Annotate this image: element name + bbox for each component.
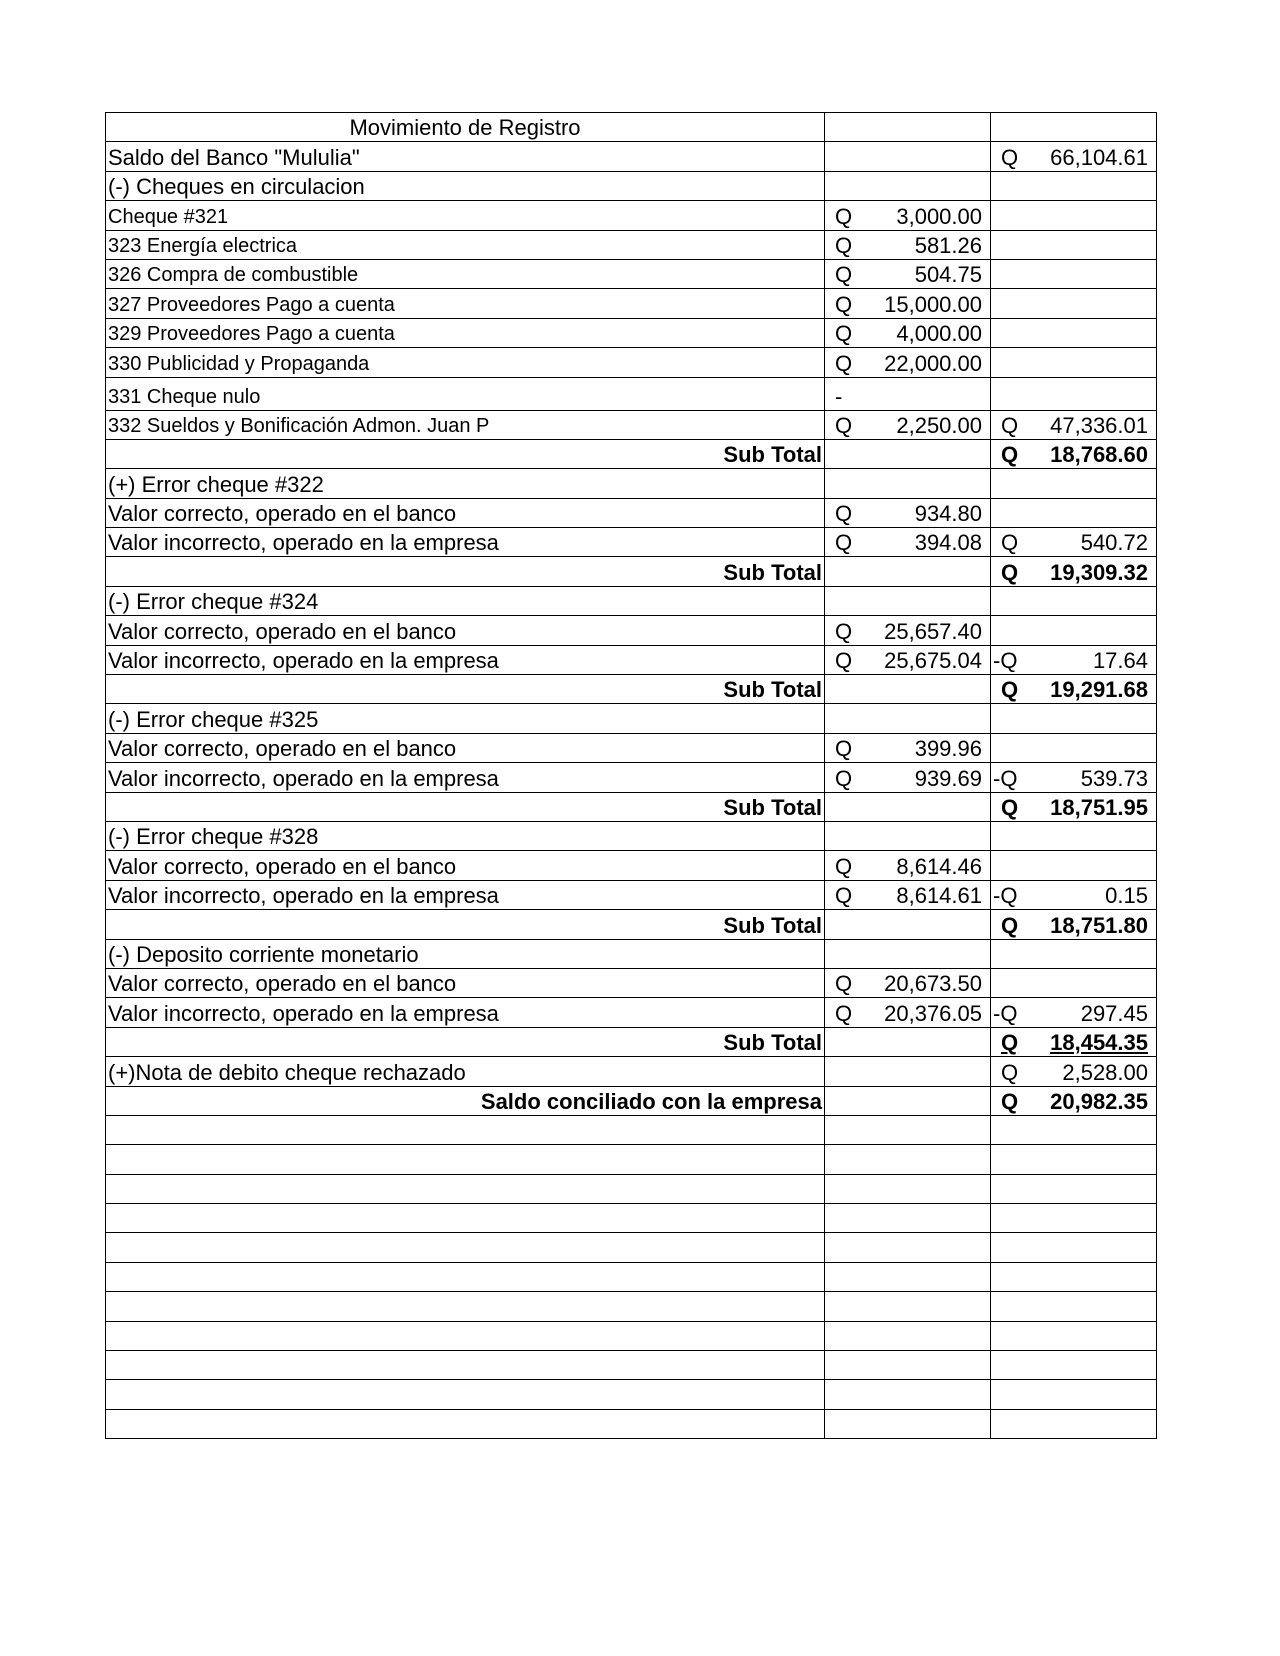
currency-symbol: Q (1001, 530, 1019, 556)
empty-cell (825, 1292, 991, 1321)
subtotal-row (106, 1027, 1157, 1056)
sheet-title: Movimiento de Registro (106, 113, 825, 142)
empty-cell (991, 259, 1157, 288)
amount-value (993, 145, 1154, 171)
amount-cell (825, 498, 991, 527)
table-row (106, 998, 1157, 1027)
empty-cell (106, 1174, 825, 1203)
amount-value (993, 648, 1154, 674)
table-row (106, 348, 1157, 377)
amount-cell (991, 1027, 1157, 1056)
amount-cell (991, 792, 1157, 821)
empty-cell (991, 171, 1157, 200)
empty-cell (825, 1174, 991, 1203)
row-label: Valor correcto, operado en el banco (106, 851, 825, 880)
row-label: (-) Error cheque #325 (106, 704, 825, 733)
amount-number: 0.15 (1105, 883, 1148, 909)
subtotal-label: Sub Total (106, 792, 825, 821)
empty-row (106, 1145, 1157, 1174)
empty-cell (991, 469, 1157, 498)
amount-number: 540.72 (1080, 530, 1148, 556)
amount-cell (825, 201, 991, 230)
currency-symbol: Q (835, 618, 853, 644)
row-label: (-) Error cheque #328 (106, 821, 825, 850)
empty-cell (825, 1380, 991, 1409)
empty-cell (991, 1321, 1157, 1350)
amount-value (993, 677, 1154, 703)
empty-cell (991, 1292, 1157, 1321)
amount-number: 8,614.46 (896, 853, 982, 879)
amount-number: 4,000.00 (896, 321, 982, 347)
currency-symbol: Q (835, 971, 853, 997)
empty-cell (106, 1292, 825, 1321)
row-label: Valor incorrecto, operado en la empresa (106, 880, 825, 909)
amount-value (827, 292, 988, 318)
table-row (106, 377, 1157, 410)
amount-cell (991, 410, 1157, 439)
row-label: 323 Energía electrica (106, 230, 825, 259)
currency-symbol: Q (835, 883, 853, 909)
table-row (106, 821, 1157, 850)
amount-number: 399.96 (914, 736, 982, 762)
row-label: 329 Proveedores Pago a cuenta (106, 318, 825, 347)
currency-symbol: Q (835, 412, 853, 438)
empty-cell (991, 318, 1157, 347)
empty-cell (825, 821, 991, 850)
row-label: Saldo del Banco "Mululia" (106, 142, 825, 171)
currency-symbol: Q (835, 648, 853, 674)
amount-cell (991, 998, 1157, 1027)
amount-value (827, 883, 988, 909)
empty-cell (106, 1321, 825, 1350)
reconciliation-table (105, 112, 1157, 1439)
currency-symbol: Q (835, 1000, 853, 1026)
table-row (106, 289, 1157, 318)
table-row (106, 469, 1157, 498)
currency-symbol: Q (1001, 144, 1019, 170)
empty-cell (991, 498, 1157, 527)
currency-symbol: Q (835, 232, 853, 258)
amount-number: 581.26 (914, 232, 982, 258)
currency-symbol: Q (835, 203, 853, 229)
currency-symbol: -Q (993, 648, 1018, 674)
currency-symbol: Q (835, 262, 853, 288)
amount-number: 2,528.00 (1062, 1059, 1148, 1085)
subtotal-row (106, 439, 1157, 468)
amount-number: 22,000.00 (884, 350, 982, 376)
amount-value (993, 1060, 1154, 1086)
amount-number: 15,000.00 (884, 291, 982, 317)
empty-cell (106, 1409, 825, 1438)
empty-cell (991, 968, 1157, 997)
table-row (106, 704, 1157, 733)
empty-cell (825, 1204, 991, 1233)
empty-row (106, 1204, 1157, 1233)
empty-cell (825, 1351, 991, 1380)
amount-number: 939.69 (914, 765, 982, 791)
amount-value (827, 384, 988, 410)
subtotal-label: Sub Total (106, 557, 825, 586)
table-row (106, 968, 1157, 997)
reconciliation-table-body (106, 113, 1157, 1439)
empty-cell (991, 1174, 1157, 1203)
table-row (106, 645, 1157, 674)
subtotal-label: Sub Total (106, 675, 825, 704)
amount-cell (991, 880, 1157, 909)
table-row (106, 733, 1157, 762)
currency-symbol: Q (835, 350, 853, 376)
subtotal-row (106, 1086, 1157, 1115)
amount-number: 3,000.00 (896, 203, 982, 229)
amount-cell (825, 377, 991, 410)
amount-cell (825, 230, 991, 259)
amount-cell (825, 763, 991, 792)
empty-cell (991, 201, 1157, 230)
empty-cell (825, 1057, 991, 1086)
empty-cell (825, 1086, 991, 1115)
table-row (106, 201, 1157, 230)
amount-number: 17.64 (1092, 648, 1148, 674)
amount-number: 19,291.68 (1050, 677, 1148, 703)
row-label: (-) Error cheque #324 (106, 586, 825, 615)
amount-number: 66,104.61 (1050, 144, 1148, 170)
empty-row (106, 1321, 1157, 1350)
currency-symbol: Q (1001, 1059, 1019, 1085)
empty-cell (825, 1115, 991, 1144)
empty-row (106, 1262, 1157, 1291)
currency-symbol: Q (1001, 794, 1019, 820)
row-label: Valor incorrecto, operado en la empresa (106, 645, 825, 674)
currency-symbol: -Q (993, 883, 1018, 909)
amount-value (993, 883, 1154, 909)
amount-cell (991, 528, 1157, 557)
empty-row (106, 1174, 1157, 1203)
empty-cell (825, 939, 991, 968)
row-label: 327 Proveedores Pago a cuenta (106, 289, 825, 318)
empty-cell (991, 1204, 1157, 1233)
subtotal-label: Sub Total (106, 439, 825, 468)
amount-value (827, 854, 988, 880)
table-row (106, 142, 1157, 171)
subtotal-row (106, 675, 1157, 704)
currency-symbol: Q (1001, 677, 1019, 703)
amount-number: 20,673.50 (884, 971, 982, 997)
empty-row (106, 1409, 1157, 1438)
amount-value (827, 648, 988, 674)
amount-cell (991, 675, 1157, 704)
row-label: (-) Cheques en circulacion (106, 171, 825, 200)
currency-symbol: Q (835, 736, 853, 762)
amount-cell (991, 645, 1157, 674)
table-row (106, 171, 1157, 200)
amount-value (827, 413, 988, 439)
table-row (106, 259, 1157, 288)
empty-cell (991, 939, 1157, 968)
table-row (106, 410, 1157, 439)
empty-cell (991, 1262, 1157, 1291)
row-label: 330 Publicidad y Propaganda (106, 348, 825, 377)
empty-cell (991, 1233, 1157, 1262)
table-row (106, 616, 1157, 645)
amount-cell (825, 259, 991, 288)
empty-cell (825, 1262, 991, 1291)
amount-value (827, 351, 988, 377)
amount-cell (825, 998, 991, 1027)
amount-cell (825, 348, 991, 377)
amount-cell (825, 645, 991, 674)
currency-symbol: - (835, 383, 843, 409)
empty-row (106, 1380, 1157, 1409)
empty-cell (991, 616, 1157, 645)
amount-cell (825, 410, 991, 439)
amount-value (993, 795, 1154, 821)
empty-cell (106, 1145, 825, 1174)
empty-cell (825, 704, 991, 733)
empty-cell (991, 1380, 1157, 1409)
amount-value (827, 766, 988, 792)
empty-row (106, 1351, 1157, 1380)
row-label: 326 Compra de combustible (106, 259, 825, 288)
empty-cell (825, 675, 991, 704)
empty-cell (991, 1409, 1157, 1438)
row-label: (+)Nota de debito cheque rechazado (106, 1057, 825, 1086)
amount-cell (991, 439, 1157, 468)
empty-cell (106, 1115, 825, 1144)
amount-number: 18,768.60 (1050, 442, 1148, 468)
amount-number: 297.45 (1080, 1000, 1148, 1026)
amount-cell (991, 142, 1157, 171)
table-header-row (106, 113, 1157, 142)
row-label: Valor correcto, operado en el banco (106, 968, 825, 997)
amount-cell (825, 528, 991, 557)
currency-symbol: Q (835, 765, 853, 791)
empty-cell (825, 1027, 991, 1056)
amount-value (827, 501, 988, 527)
amount-value (827, 736, 988, 762)
empty-cell (106, 1204, 825, 1233)
amount-value (827, 1001, 988, 1027)
currency-symbol: Q (835, 530, 853, 556)
empty-cell (825, 1321, 991, 1350)
amount-value (993, 1030, 1154, 1056)
amount-number: 394.08 (914, 530, 982, 556)
amount-cell (825, 851, 991, 880)
amount-cell (825, 733, 991, 762)
empty-cell (825, 557, 991, 586)
table-row (106, 318, 1157, 347)
currency-symbol: Q (835, 501, 853, 527)
empty-row (106, 1292, 1157, 1321)
amount-value (827, 321, 988, 347)
amount-number: 18,751.80 (1050, 912, 1148, 938)
amount-cell (825, 968, 991, 997)
table-row (106, 230, 1157, 259)
table-row (106, 1057, 1157, 1086)
subtotal-row (106, 792, 1157, 821)
amount-value (993, 560, 1154, 586)
row-label: Valor correcto, operado en el banco (106, 498, 825, 527)
amount-value (827, 530, 988, 556)
currency-symbol: Q (835, 853, 853, 879)
subtotal-label: Sub Total (106, 1027, 825, 1056)
empty-cell (991, 851, 1157, 880)
empty-cell (991, 1351, 1157, 1380)
row-label: 331 Cheque nulo (106, 377, 825, 410)
empty-cell (106, 1351, 825, 1380)
subtotal-row (106, 910, 1157, 939)
empty-cell (825, 171, 991, 200)
empty-cell (825, 910, 991, 939)
currency-symbol: Q (835, 321, 853, 347)
empty-cell (991, 289, 1157, 318)
empty-cell (825, 142, 991, 171)
amount-number: 504.75 (914, 262, 982, 288)
amount-value (827, 971, 988, 997)
amount-number: 20,376.05 (884, 1000, 982, 1026)
row-label: Valor incorrecto, operado en la empresa (106, 998, 825, 1027)
row-label: 332 Sueldos y Bonificación Admon. Juan P (106, 410, 825, 439)
empty-cell (825, 586, 991, 615)
amount-number: 47,336.01 (1050, 412, 1148, 438)
amount-cell (991, 1057, 1157, 1086)
row-label: (+) Error cheque #322 (106, 469, 825, 498)
empty-cell (106, 1233, 825, 1262)
empty-cell (825, 1233, 991, 1262)
currency-symbol: -Q (993, 765, 1018, 791)
amount-number: 2,250.00 (896, 412, 982, 438)
table-row (106, 851, 1157, 880)
table-row (106, 763, 1157, 792)
amount-value (993, 766, 1154, 792)
subtotal-label: Sub Total (106, 910, 825, 939)
row-label: Valor correcto, operado en el banco (106, 733, 825, 762)
currency-symbol: Q (1001, 1030, 1019, 1056)
amount-value (993, 530, 1154, 556)
currency-symbol: Q (835, 291, 853, 317)
amount-value (993, 442, 1154, 468)
amount-number: 25,675.04 (884, 648, 982, 674)
empty-cell (825, 439, 991, 468)
amount-value (827, 204, 988, 230)
currency-symbol: Q (1001, 912, 1019, 938)
table-row (106, 498, 1157, 527)
subtotal-row (106, 557, 1157, 586)
empty-cell (991, 1115, 1157, 1144)
amount-cell (825, 289, 991, 318)
empty-cell (991, 348, 1157, 377)
header-cell-amounts (825, 113, 991, 142)
empty-cell (991, 733, 1157, 762)
empty-cell (991, 704, 1157, 733)
currency-symbol: Q (1001, 1088, 1019, 1114)
subtotal-label: Saldo conciliado con la empresa (106, 1086, 825, 1115)
empty-cell (991, 377, 1157, 410)
amount-number: 539.73 (1080, 765, 1148, 791)
amount-number: 8,614.61 (896, 883, 982, 909)
currency-symbol: Q (1001, 442, 1019, 468)
table-row (106, 939, 1157, 968)
empty-cell (991, 1145, 1157, 1174)
empty-cell (991, 586, 1157, 615)
table-row (106, 528, 1157, 557)
row-label: Cheque #321 (106, 201, 825, 230)
row-label: Valor incorrecto, operado en la empresa (106, 528, 825, 557)
row-label: (-) Deposito corriente monetario (106, 939, 825, 968)
amount-value (993, 913, 1154, 939)
amount-value (993, 413, 1154, 439)
amount-number: 25,657.40 (884, 618, 982, 644)
amount-cell (825, 318, 991, 347)
row-label: Valor correcto, operado en el banco (106, 616, 825, 645)
empty-cell (825, 1409, 991, 1438)
currency-symbol: Q (1001, 412, 1019, 438)
amount-value (993, 1089, 1154, 1115)
empty-cell (106, 1380, 825, 1409)
empty-cell (991, 821, 1157, 850)
empty-cell (106, 1262, 825, 1291)
amount-cell (825, 880, 991, 909)
amount-cell (991, 557, 1157, 586)
empty-row (106, 1115, 1157, 1144)
table-row (106, 586, 1157, 615)
header-cell-totals (991, 113, 1157, 142)
table-row (106, 880, 1157, 909)
amount-cell (991, 910, 1157, 939)
row-label: Valor incorrecto, operado en la empresa (106, 763, 825, 792)
amount-number: 19,309.32 (1050, 559, 1148, 585)
empty-row (106, 1233, 1157, 1262)
amount-number: 18,751.95 (1050, 794, 1148, 820)
amount-cell (991, 763, 1157, 792)
amount-cell (991, 1086, 1157, 1115)
empty-cell (991, 230, 1157, 259)
amount-value (827, 619, 988, 645)
empty-cell (825, 1145, 991, 1174)
empty-cell (825, 469, 991, 498)
currency-symbol: Q (1001, 559, 1019, 585)
amount-number: 18,454.35 (1050, 1030, 1148, 1056)
amount-value (827, 262, 988, 288)
amount-number: 934.80 (914, 501, 982, 527)
amount-cell (825, 616, 991, 645)
currency-symbol: -Q (993, 1000, 1018, 1026)
amount-value (827, 233, 988, 259)
amount-value (993, 1001, 1154, 1027)
empty-cell (825, 792, 991, 821)
amount-number: 20,982.35 (1050, 1088, 1148, 1114)
